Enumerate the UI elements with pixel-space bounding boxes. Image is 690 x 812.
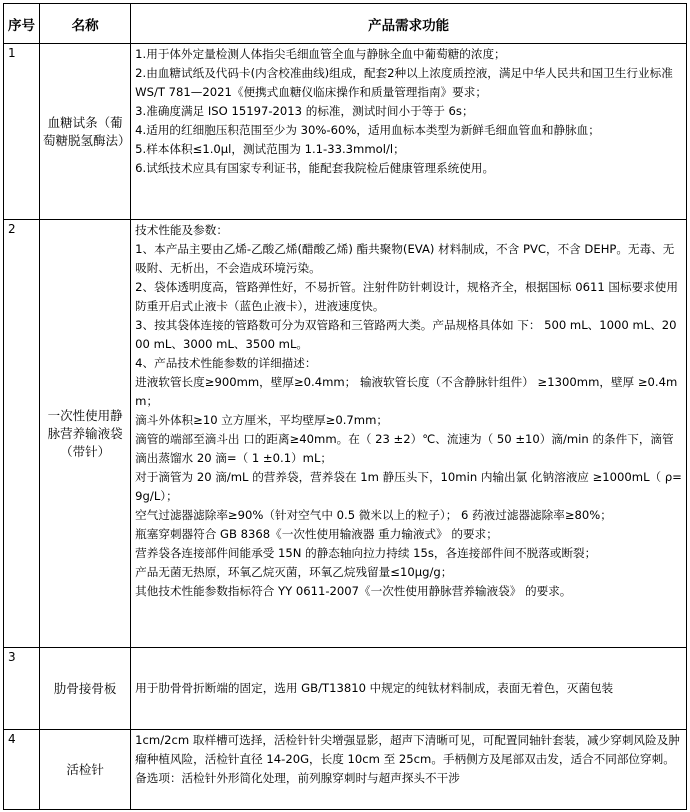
- requirement-line: 滴斗外体积≥10 立方厘米，平均壁厚≥0.7mm；: [135, 413, 388, 427]
- requirement-line: 1.用于体外定量检测人体指尖毛细血管全血与静脉全血中葡萄糖的浓度；: [135, 47, 506, 61]
- product-requirements: [131, 220, 687, 648]
- requirement-line: 1、本产品主要由乙烯-乙酸乙烯(醋酸乙烯) 酯共聚物(EVA) 材料制成，不含 PVC，不含 DEHP。无毒、无吸附、无析出，不会造成环境污染。: [135, 242, 675, 275]
- table-row: [4, 730, 687, 810]
- requirement-line: 4、产品技术性能参数的详细描述：: [135, 356, 317, 370]
- table-header-row: [4, 4, 687, 44]
- product-name: 肋骨接骨板: [40, 648, 131, 730]
- product-name: 一次性使用静脉营养输液袋 （带针）: [40, 220, 131, 648]
- table-row: [4, 44, 687, 220]
- requirement-line: 技术性能及参数：: [135, 223, 228, 237]
- requirement-line: 2、袋体透明度高，管路弹性好，不易折管。注射件防针刺设计，规格齐全，根据国标 0611 国标要求使用防重开启式止液卡（蓝色止液卡），进液速度快。: [135, 280, 678, 313]
- requirement-line: 其他技术性能参数指标符合 YY 0611-2007《一次性使用静脉营养输液袋》 的要求。: [135, 584, 572, 598]
- row-number: 3: [4, 648, 40, 730]
- requirement-line: 1cm/2cm 取样槽可选择，活检针针尖增强显影，超声下清晰可见，可配置同轴针套装，减少穿刺风险及肿瘤种植风险，活检针直径 14-20G，长度 10cm 至 25cm。手柄侧方及尾部双击发，适合不同部位穿刺。: [135, 733, 680, 766]
- requirement-line: 3.准确度满足 ISO 15197-2013 的标准，测试时间小于等于 6s；: [135, 104, 474, 118]
- requirement-line: 滴管的端部至滴斗出 口的距离≥40mm。在（ 23 ±2）℃、流速为（ 50 ±10）滴/min 的条件下，滴管滴出蒸馏水 20 滴=（ 1 ±0.1）mL；: [135, 432, 674, 465]
- header-name: 名称: [40, 4, 131, 44]
- requirement-line: 3、按其袋体连接的管路数可分为双管路和三管路两大类。产品规格具体如 下： 500 mL、1000 mL、2000 mL、3000 mL、3500 mL。: [135, 318, 677, 351]
- product-requirements: [131, 44, 687, 220]
- spec-table: [3, 3, 687, 810]
- table-row: [4, 220, 687, 648]
- requirement-line: 2.由血糖试纸及代码卡(内含校准曲线)组成，配套2种以上浓度质控液，满足中华人民共和国卫生行业标准WS/T 781—2021《便携式血糖仪临床操作和质量管理指南》要求；: [135, 66, 673, 99]
- product-name: 血糖试条（葡萄糖脱氢酶法）: [40, 44, 131, 220]
- requirement-line: 产品无菌无热原，环氧乙烷灭菌，环氧乙烷残留量≤10μg/g；: [135, 565, 453, 579]
- requirement-line: 6.试纸技术应具有国家专利证书，能配套我院检后健康管理系统使用。: [135, 161, 495, 175]
- requirement-line: 营养袋各连接部件间能承受 15N 的静态轴向拉力持续 15s，各连接部件间不脱落或断裂；: [135, 546, 597, 560]
- header-no: 序号: [4, 4, 40, 44]
- requirement-line: 用于肋骨骨折断端的固定，选用 GB/T13810 中规定的纯钛材料制成，表面无着色，灭菌包装: [135, 680, 614, 695]
- requirement-line: 5.样本体积≤1.0μl，测试范围为 1.1-33.3mmol/l；: [135, 142, 405, 156]
- table-row: [4, 648, 687, 730]
- row-number: 2: [4, 220, 40, 648]
- product-name: 活检针: [40, 730, 131, 810]
- requirement-line: 进液软管长度≥900mm，壁厚≥0.4mm； 输液软管长度（不含静脉针组件） ≥1300mm，壁厚 ≥0.4mm；: [135, 375, 678, 408]
- requirement-line: 4.适用的红细胞压积范围至少为 30%-60%，适用血标本类型为新鲜毛细血管血和静脉血；: [135, 123, 600, 137]
- row-number: 1: [4, 44, 40, 220]
- requirement-line: 对于滴管为 20 滴/mL 的营养袋，营养袋在 1m 静压头下，10min 内输出氯 化钠溶液应 ≥1000mL（ ρ=9g/L）；: [135, 470, 682, 503]
- requirement-line: 瓶塞穿刺器符合 GB 8368《一次性使用输液器 重力输液式》 的要求；: [135, 527, 498, 541]
- requirement-line: 空气过滤器滤除率≥90%（针对空气中 0.5 微米以上的粒子）； 6 药液过滤器滤除率≥80%；: [135, 508, 612, 522]
- row-number: 4: [4, 730, 40, 810]
- header-desc: 产品需求功能: [131, 4, 687, 44]
- requirement-line: 备选项：活检针外形简化处理，前列腺穿刺时与超声探头不干涉: [135, 771, 460, 785]
- product-requirements: [131, 648, 687, 730]
- product-requirements: [131, 730, 687, 810]
